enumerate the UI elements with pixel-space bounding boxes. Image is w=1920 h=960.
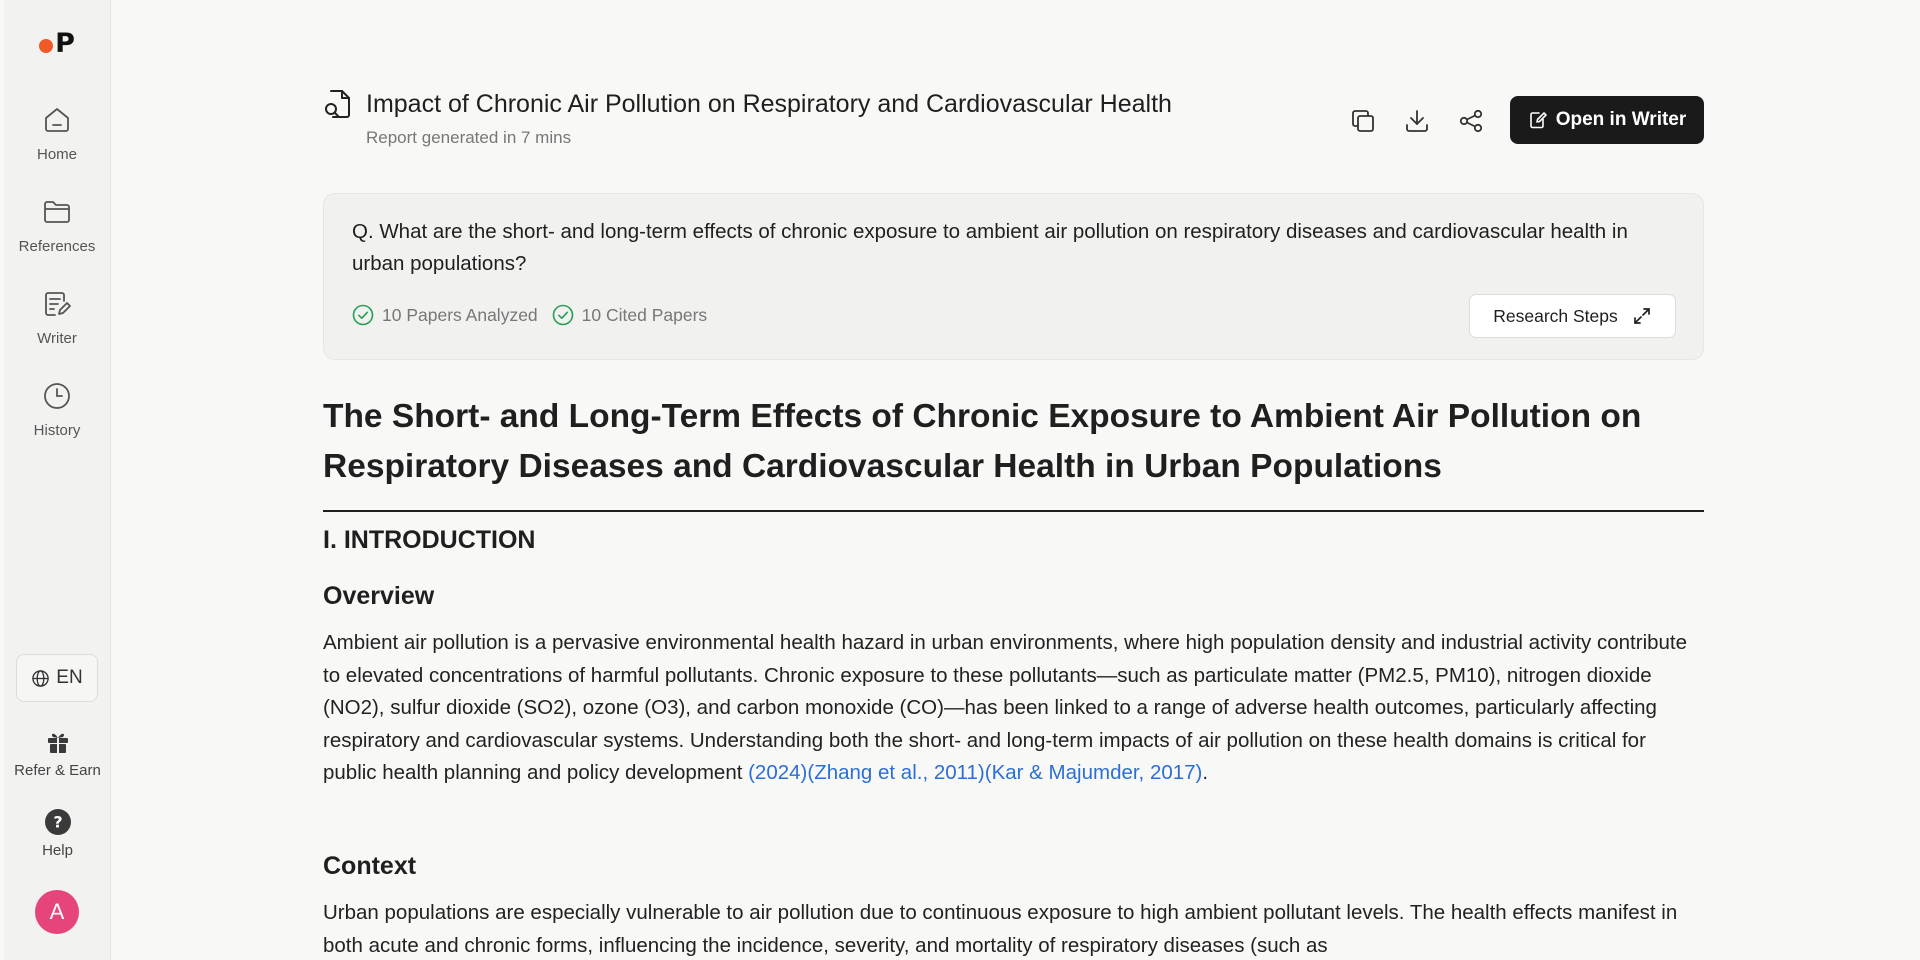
papers-analyzed-label: 10 Papers Analyzed (382, 304, 538, 325)
subheading-overview: Overview (323, 582, 435, 610)
page-title: Impact of Chronic Air Pollution on Respiratory and Cardiovascular Health (366, 90, 1172, 118)
sidebar-nav (4, 104, 110, 472)
overview-end: . (1202, 761, 1209, 784)
research-steps-label: Research Steps (1493, 305, 1618, 326)
refer-earn-button[interactable] (4, 728, 111, 779)
language-label: EN (56, 667, 83, 688)
section-heading-introduction: I. INTRODUCTION (323, 526, 536, 554)
check-circle-icon (352, 304, 374, 326)
download-icon (1403, 107, 1431, 135)
context-paragraph: Urban populations are especially vulnerable to air pollution due to continuous exposure to high ambient pollutant levels. The health effects manifest in both acute and chronic forms, influencing the incidence, severity, and mortality of respiratory diseases (such as (323, 901, 1678, 957)
gift-icon (44, 728, 72, 756)
svg-text:?: ? (52, 812, 63, 832)
help-button[interactable] (4, 808, 111, 859)
question-card (323, 193, 1704, 360)
report-subtitle: Report generated in 7 mins (366, 128, 572, 147)
report-header (323, 88, 1703, 158)
sidebar (4, 0, 111, 960)
logo-text: P (55, 27, 75, 59)
edit-document-icon (1528, 110, 1548, 130)
refer-earn-label: Refer & Earn (14, 762, 101, 779)
subheading-context: Context (323, 852, 417, 880)
folder-icon (41, 196, 73, 228)
home-icon (41, 104, 73, 136)
citation-link[interactable]: (2024)(Zhang et al., 2011)(Kar & Majumder, 2017) (748, 761, 1203, 784)
sidebar-item-label: History (33, 422, 81, 439)
sidebar-item-label: Writer (37, 330, 77, 347)
sidebar-item-writer[interactable] (4, 288, 110, 380)
logo-dot (39, 39, 53, 53)
check-circle-icon (552, 304, 574, 326)
overview-paragraph (323, 627, 1704, 790)
sidebar-item-label: Home (36, 146, 77, 163)
avatar-initial: A (49, 899, 65, 924)
open-in-writer-label: Open in Writer (1555, 109, 1687, 130)
sidebar-item-history[interactable] (4, 380, 110, 472)
document-icon (323, 88, 353, 120)
papers-analyzed-badge (352, 304, 538, 326)
share-icon (1457, 107, 1485, 135)
open-in-writer-button[interactable] (1510, 96, 1704, 144)
writer-icon (41, 288, 73, 320)
language-selector[interactable] (16, 654, 98, 702)
app-logo[interactable] (39, 28, 75, 58)
download-button[interactable] (1401, 105, 1433, 137)
clock-icon (41, 380, 73, 412)
overview-text: Ambient air pollution is a pervasive environmental health hazard in urban environments, where high population density and industrial activity contribute to elevated concentrations of harmful pollutants. Chronic exposure to these pollutants—such as particulate matter (PM2.5, PM10), nitrogen dioxide (NO2), sulfur dioxide (SO2), ozone (O3), and carbon monoxide (CO)—has been linked to a range of adverse health outcomes, particularly affecting respiratory and cardiovascular systems. Understanding both the short- and long-term impacts of air pollution on these health domains is critical for public health planning and policy development (323, 631, 1688, 784)
help-label: Help (42, 842, 73, 859)
sidebar-item-references[interactable] (4, 196, 110, 288)
report-title: The Short- and Long-Term Effects of Chronic Exposure to Ambient Air Pollution on Respiratory Diseases and Cardiovascular Health in Urban Populations (323, 392, 1704, 512)
expand-icon (1632, 306, 1652, 326)
analysis-meta (352, 304, 721, 326)
sidebar-item-label: References (18, 238, 96, 255)
cited-papers-badge (552, 304, 708, 326)
copy-button[interactable] (1347, 105, 1379, 137)
help-icon (44, 808, 72, 836)
cited-papers-label: 10 Cited Papers (581, 304, 708, 325)
globe-icon (31, 669, 50, 688)
question-text: Q. What are the short- and long-term effects of chronic exposure to ambient air pollution on respiratory diseases and cardiovascular health in urban populations? (352, 220, 1628, 275)
copy-icon (1349, 107, 1377, 135)
user-avatar[interactable] (35, 890, 79, 934)
research-steps-button[interactable] (1469, 294, 1676, 338)
sidebar-item-home[interactable] (4, 104, 110, 196)
share-button[interactable] (1455, 105, 1487, 137)
